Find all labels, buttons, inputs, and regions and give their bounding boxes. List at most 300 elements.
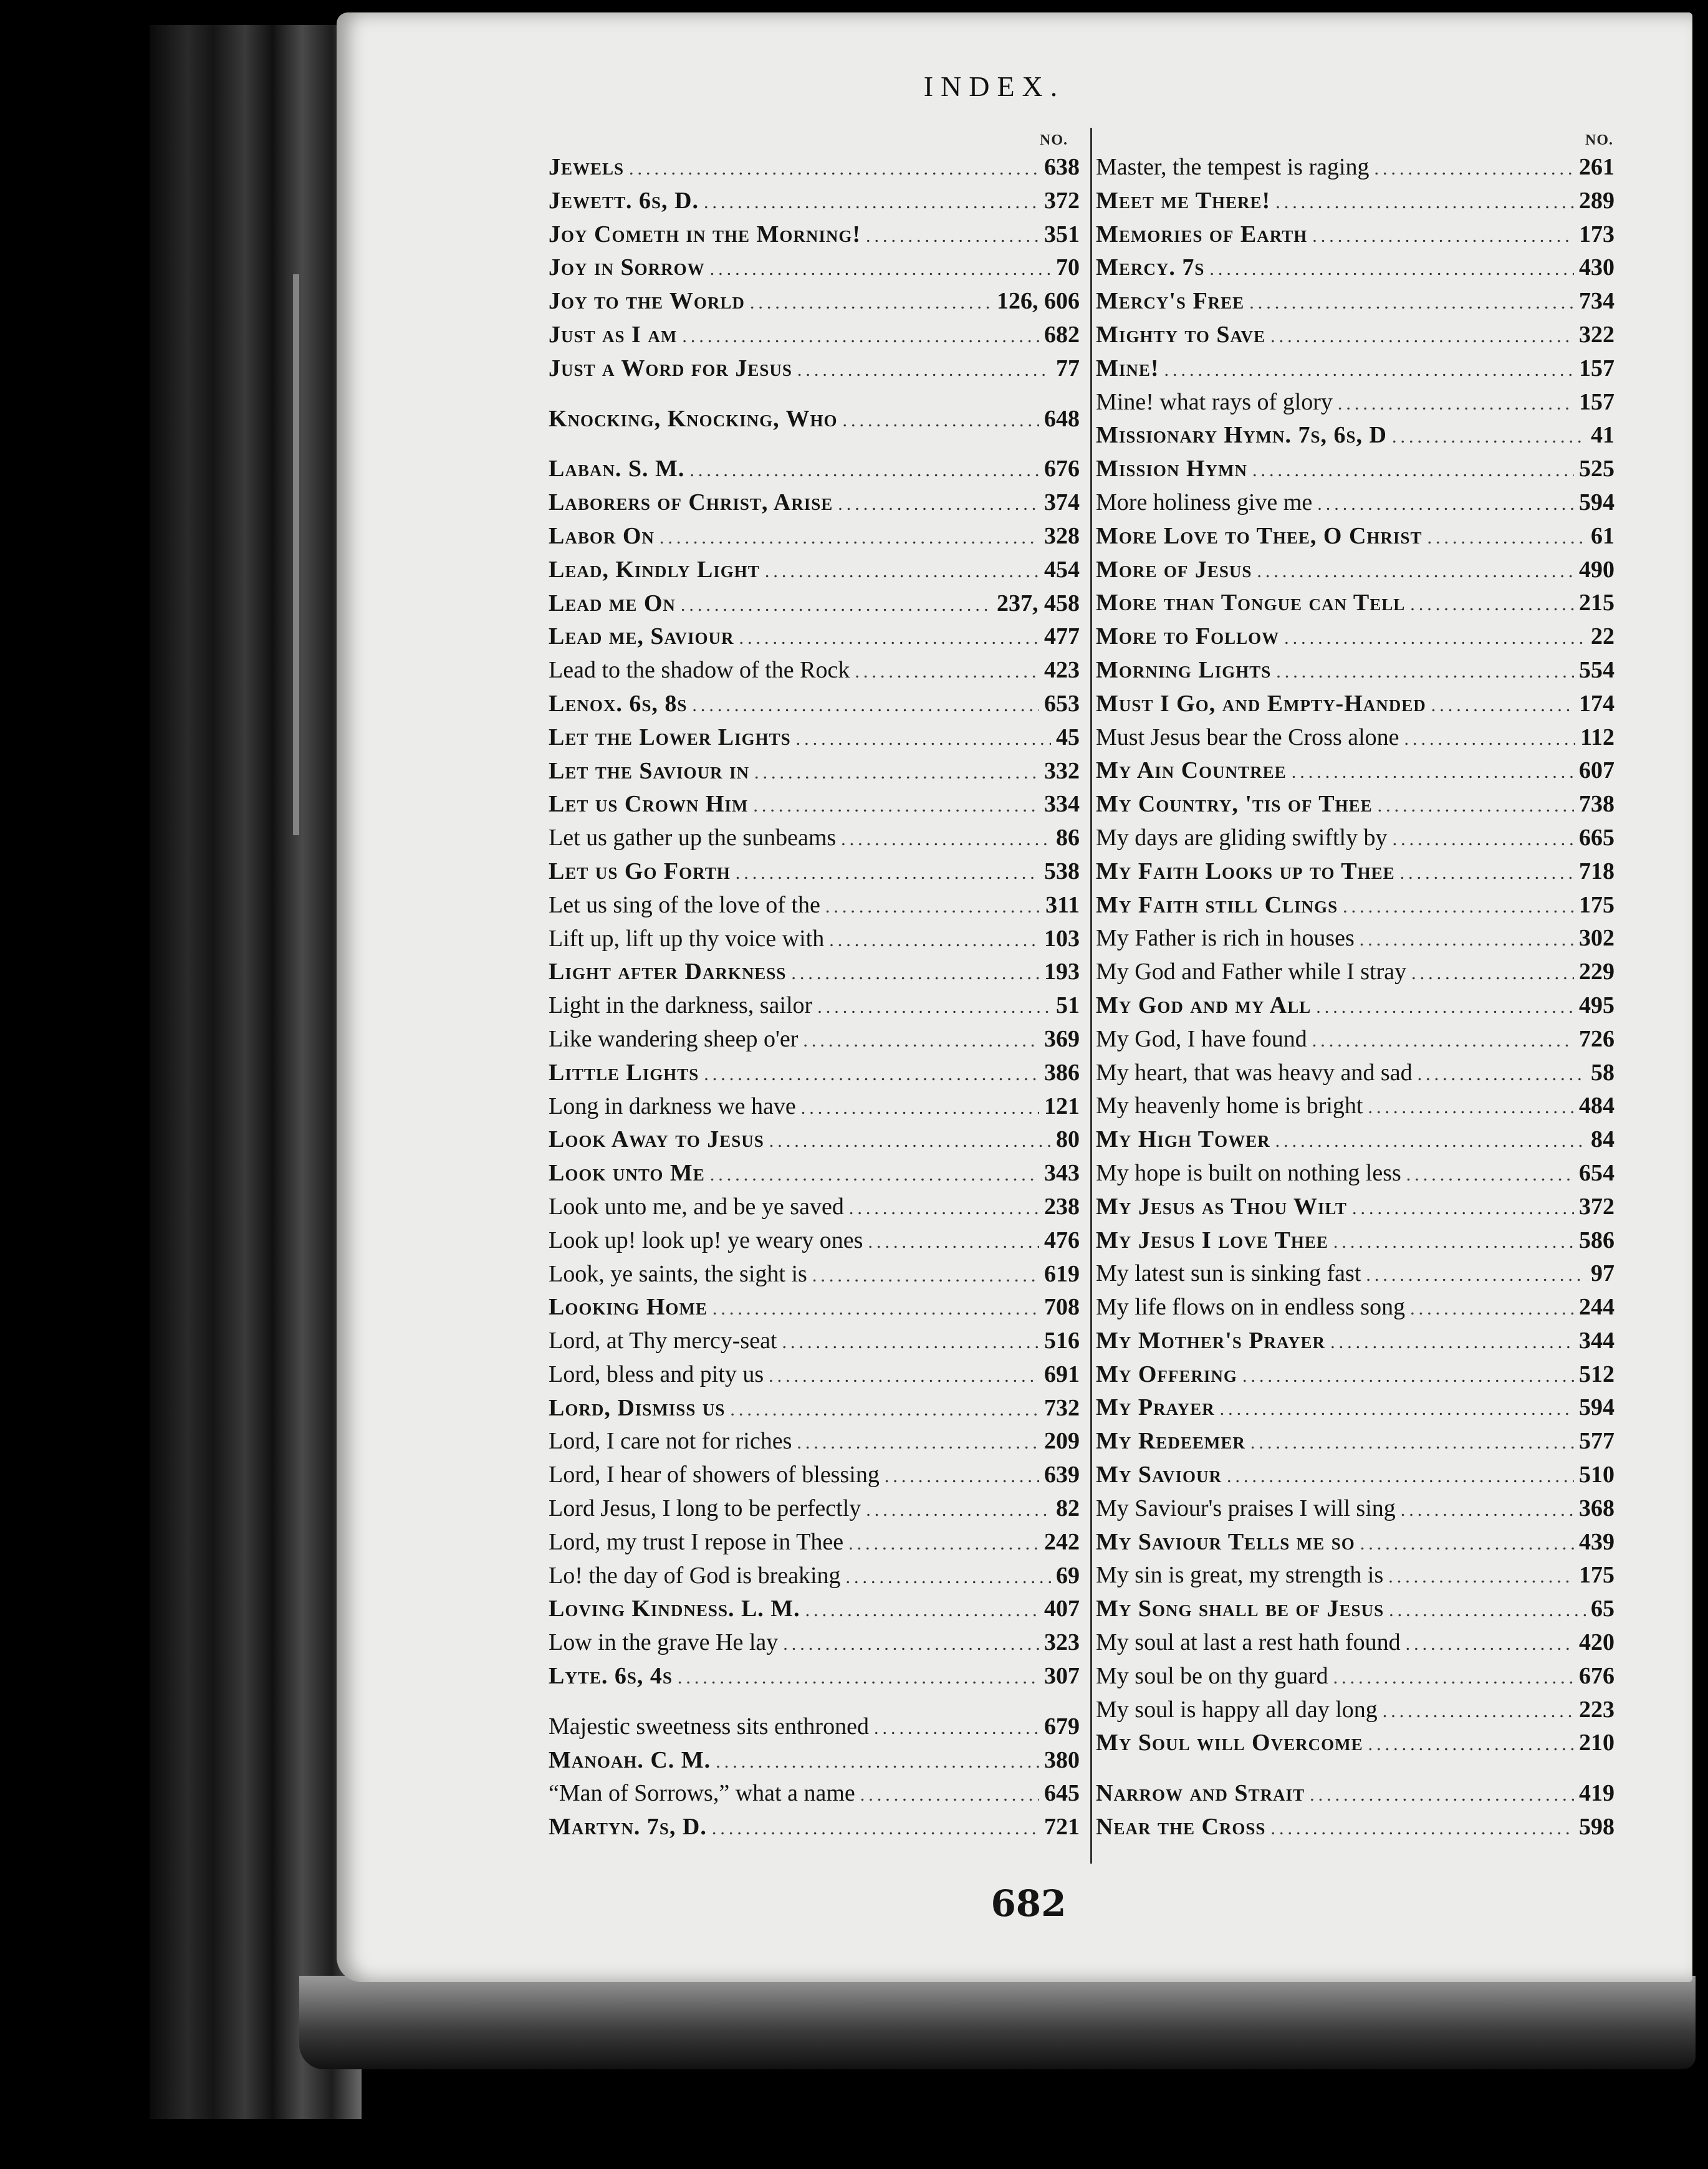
dot-leader (782, 1332, 1040, 1353)
index-entry (1096, 1729, 1614, 1763)
index-entry (1096, 421, 1614, 455)
index-entry (1096, 388, 1614, 422)
index-entry (549, 1227, 1080, 1260)
index-entry (1096, 1293, 1614, 1327)
index-entry (1096, 891, 1614, 925)
index-entry (1096, 992, 1614, 1025)
entry-number: 175 (1579, 891, 1614, 918)
entry-title: Lenox. 6s, 8s (549, 690, 688, 717)
dot-leader (1410, 1298, 1574, 1319)
entry-number: 594 (1579, 1394, 1614, 1421)
entry-number: 242 (1044, 1528, 1080, 1555)
index-entry (549, 254, 1080, 287)
dot-leader (710, 259, 1051, 280)
dot-leader (1316, 997, 1574, 1018)
entry-number: 289 (1579, 187, 1614, 214)
entry-title: Memories of Earth (1096, 221, 1308, 247)
dot-leader (829, 930, 1039, 951)
index-entry (1096, 287, 1614, 321)
dot-leader (1383, 1701, 1574, 1722)
dot-leader (868, 1232, 1039, 1253)
entry-number: 244 (1579, 1294, 1614, 1321)
dot-leader (1343, 896, 1574, 917)
entry-title: My heart, that was heavy and sad (1096, 1059, 1413, 1086)
entry-title: My Country, 'tis of Thee (1096, 791, 1373, 818)
entry-number: 121 (1044, 1093, 1080, 1119)
index-entry (549, 1427, 1080, 1461)
entry-title: My High Tower (1096, 1126, 1270, 1153)
entry-title: More to Follow (1096, 623, 1280, 650)
entry-title: My God and Father while I stray (1096, 959, 1407, 985)
entry-title: Let us gather up the sunbeams (549, 825, 837, 851)
entry-title: My days are gliding swiftly by (1096, 824, 1388, 851)
entry-number: 223 (1579, 1696, 1614, 1723)
entry-number: 334 (1044, 791, 1080, 818)
index-entry (549, 1361, 1080, 1394)
index-entry (549, 1662, 1080, 1696)
index-entry (1096, 589, 1614, 623)
dot-leader (841, 829, 1051, 850)
index-entry (549, 187, 1080, 221)
index-entry (549, 1713, 1080, 1746)
dot-leader (716, 1751, 1039, 1773)
entry-number: 322 (1579, 321, 1614, 348)
entry-number: 598 (1579, 1814, 1614, 1841)
index-entry (1096, 1092, 1614, 1126)
index-entry (549, 153, 1080, 187)
dot-leader (754, 762, 1039, 783)
entry-title: Missionary Hymn. 7s, 6s, D (1096, 422, 1387, 449)
index-entry (549, 1293, 1080, 1327)
dot-leader (750, 292, 992, 314)
entry-number: 374 (1044, 489, 1080, 516)
index-entry (549, 1193, 1080, 1227)
entry-number: 343 (1044, 1160, 1080, 1187)
entry-number: 490 (1579, 556, 1614, 583)
dot-leader (1250, 1432, 1574, 1453)
index-entry (549, 724, 1080, 757)
dot-leader (801, 1098, 1039, 1119)
entry-title: “Man of Sorrows,” what a name (549, 1780, 855, 1807)
dot-leader (1368, 1097, 1574, 1118)
entry-number: 732 (1044, 1394, 1080, 1421)
entry-title: Martyn. 7s, D. (549, 1814, 707, 1841)
dot-leader (874, 1718, 1039, 1739)
index-entry (549, 405, 1080, 439)
page-edge-bottom (299, 1976, 1696, 2069)
dot-leader (1276, 661, 1574, 682)
dot-leader (739, 628, 1039, 649)
entry-number: 215 (1579, 590, 1614, 616)
entry-number: 653 (1044, 690, 1080, 717)
entry-number: 484 (1579, 1093, 1614, 1119)
entry-title: Master, the tempest is raging (1096, 154, 1370, 180)
entry-number: 173 (1579, 221, 1614, 247)
index-entry (1096, 221, 1614, 254)
entry-number: 476 (1044, 1227, 1080, 1253)
entry-number: 538 (1044, 858, 1080, 884)
index-entry (1096, 924, 1614, 958)
index-entry (1096, 824, 1614, 858)
entry-title: My latest sun is sinking fast (1096, 1260, 1361, 1287)
entry-title: My Faith Looks up to Thee (1096, 858, 1395, 884)
entry-title: Look up! look up! ye weary ones (549, 1227, 863, 1253)
entry-number: 645 (1044, 1780, 1080, 1807)
entry-title: Mission Hymn (1096, 456, 1247, 482)
spine-wear-mark (293, 274, 299, 835)
entry-number: 323 (1044, 1629, 1080, 1656)
entry-number: 58 (1591, 1059, 1614, 1086)
index-entry (549, 1746, 1080, 1780)
dot-leader (1392, 426, 1586, 448)
entry-title: Let the Lower Lights (549, 724, 791, 750)
dot-leader (1275, 192, 1574, 213)
index-entry (549, 221, 1080, 254)
entry-title: Lord, my trust I repose in Thee (549, 1528, 844, 1555)
number-column-label-left: NO. (1040, 132, 1068, 148)
entry-title: Loving Kindness. L. M. (549, 1596, 800, 1622)
index-entry (549, 891, 1080, 925)
dot-leader (791, 963, 1039, 984)
entry-title: Long in darkness we have (549, 1093, 796, 1119)
dot-leader (704, 192, 1039, 213)
dot-leader (812, 1265, 1039, 1286)
dot-leader (1378, 795, 1574, 816)
dot-leader (1406, 1634, 1574, 1655)
entry-title: More holiness give me (1096, 489, 1313, 515)
index-entry (1096, 1461, 1614, 1495)
entry-number: 368 (1579, 1495, 1614, 1521)
dot-leader (860, 1784, 1039, 1806)
dot-leader (1330, 1332, 1574, 1353)
entry-title: Looking Home (549, 1294, 708, 1321)
entry-number: 648 (1044, 405, 1080, 432)
dot-leader (803, 1030, 1039, 1051)
dot-leader (1257, 561, 1574, 582)
entry-number: 328 (1044, 522, 1080, 549)
entry-number: 607 (1579, 757, 1614, 784)
dot-leader (846, 1567, 1051, 1588)
index-entry (1096, 455, 1614, 489)
entry-number: 175 (1579, 1562, 1614, 1589)
entry-title: Let us Go Forth (549, 858, 731, 884)
entry-number: 380 (1044, 1746, 1080, 1773)
dot-leader (1404, 729, 1576, 750)
entry-number: 654 (1579, 1159, 1614, 1186)
index-entry (549, 321, 1080, 355)
entry-title: Light after Darkness (549, 959, 787, 985)
index-entry (549, 1059, 1080, 1093)
dot-leader (1310, 1784, 1574, 1806)
entry-title: Must I Go, and Empty-Handed (1096, 690, 1426, 717)
entry-number: 525 (1579, 456, 1614, 482)
entry-number: 307 (1044, 1663, 1080, 1690)
entry-title: Look Away to Jesus (549, 1126, 764, 1153)
entry-number: 103 (1044, 925, 1080, 952)
dot-leader (629, 158, 1039, 180)
entry-title: Jewels (549, 154, 625, 180)
index-entry (549, 1126, 1080, 1159)
index-entry (1096, 1495, 1614, 1528)
entry-number: 22 (1591, 623, 1614, 650)
dot-leader (730, 1399, 1039, 1420)
entry-title: Laban. S. M. (549, 456, 685, 482)
index-entry (549, 1394, 1080, 1428)
index-entry (1096, 1662, 1614, 1696)
entry-title: Narrow and Strait (1096, 1780, 1305, 1807)
index-entry (1096, 321, 1614, 355)
dot-leader (817, 997, 1051, 1018)
index-entry (549, 355, 1080, 388)
index-entry (1096, 153, 1614, 187)
entry-title: Mine! what rays of glory (1096, 388, 1333, 415)
entry-number: 734 (1579, 288, 1614, 315)
dot-leader (1227, 1466, 1574, 1487)
entry-title: Morning Lights (1096, 656, 1272, 683)
index-entry (549, 1629, 1080, 1662)
entry-number: 516 (1044, 1328, 1080, 1354)
index-entry (549, 1813, 1080, 1847)
entry-title: Let us sing of the love of the (549, 891, 820, 918)
entry-number: 112 (1580, 724, 1614, 750)
entry-title: Near the Cross (1096, 1814, 1266, 1841)
dot-leader (712, 1298, 1039, 1319)
index-entry (1096, 187, 1614, 221)
entry-number: 69 (1056, 1562, 1080, 1589)
entry-number: 351 (1044, 221, 1080, 247)
entry-number: 676 (1579, 1662, 1614, 1689)
dot-leader (1410, 594, 1574, 615)
dot-leader (1312, 226, 1574, 247)
index-entry (1096, 623, 1614, 656)
index-entry (1096, 1595, 1614, 1629)
dot-leader (1209, 259, 1574, 280)
index-entry (1096, 724, 1614, 757)
dot-leader (797, 360, 1051, 381)
entry-title: My Jesus as Thou Wilt (1096, 1193, 1347, 1220)
entry-number: 80 (1056, 1126, 1080, 1153)
entry-title: My God and my All (1096, 992, 1312, 1018)
index-entry (549, 1327, 1080, 1361)
dot-leader (1312, 1030, 1574, 1051)
entry-number: 423 (1044, 657, 1080, 684)
index-entry (549, 1495, 1080, 1528)
index-entry (1096, 1327, 1614, 1361)
entry-number: 372 (1044, 187, 1080, 214)
dot-leader (1333, 1667, 1574, 1688)
entry-number: 676 (1044, 456, 1080, 482)
index-entry (1096, 1394, 1614, 1427)
entry-title: My Faith still Clings (1096, 891, 1338, 918)
dot-leader (1338, 393, 1574, 414)
dot-leader (769, 1366, 1039, 1387)
index-entry (1096, 355, 1614, 388)
index-entry (549, 1461, 1080, 1495)
entry-number: 261 (1579, 154, 1614, 180)
index-entry (549, 1093, 1080, 1126)
index-entry (1096, 489, 1614, 522)
entry-title: My Saviour's praises I will sing (1096, 1495, 1396, 1521)
index-entry (549, 1528, 1080, 1562)
dot-leader (692, 695, 1039, 716)
entry-title: Like wandering sheep o'er (549, 1025, 799, 1052)
entry-number: 679 (1044, 1713, 1080, 1740)
entry-title: Let us Crown Him (549, 791, 749, 818)
dot-leader (689, 460, 1039, 481)
index-entry (549, 287, 1080, 321)
entry-title: My Prayer (1096, 1394, 1215, 1421)
entry-number: 419 (1579, 1780, 1614, 1807)
dot-leader (1317, 494, 1574, 515)
dot-leader (1275, 1131, 1586, 1152)
dot-leader (1333, 1232, 1574, 1253)
dot-leader (842, 410, 1039, 431)
entry-title: My Ain Countree (1096, 757, 1287, 784)
entry-number: 708 (1044, 1294, 1080, 1321)
index-entry (1096, 1813, 1614, 1847)
index-entry (549, 992, 1080, 1025)
number-column-label-right: NO. (1585, 132, 1613, 148)
dot-leader (736, 863, 1039, 884)
entry-title: Lord, I hear of showers of blessing (549, 1462, 880, 1488)
page-title: INDEX. (923, 70, 1065, 102)
entry-number: 718 (1579, 858, 1614, 884)
entry-title: My Saviour Tells me so (1096, 1528, 1355, 1555)
index-entry (1096, 556, 1614, 590)
entry-number: 157 (1579, 388, 1614, 415)
entry-title: Low in the grave He lay (549, 1629, 779, 1656)
index-entry (1096, 1427, 1614, 1461)
dot-leader (885, 1466, 1039, 1487)
entry-number: 594 (1579, 489, 1614, 515)
entry-title: More of Jesus (1096, 556, 1252, 583)
entry-title: My soul is happy all day long (1096, 1696, 1378, 1723)
index-entry (549, 757, 1080, 791)
entry-title: Let the Saviour in (549, 757, 750, 784)
index-column-right (1096, 153, 1614, 1847)
entry-number: 174 (1579, 690, 1614, 717)
entry-number: 302 (1579, 925, 1614, 952)
dot-leader (1388, 1566, 1574, 1587)
entry-number: 126, 606 (997, 288, 1080, 315)
dot-leader (712, 1818, 1039, 1839)
entry-number: 512 (1579, 1361, 1614, 1387)
entry-number: 45 (1056, 724, 1080, 750)
index-entry (549, 489, 1080, 522)
entry-title: Meet me There! (1096, 187, 1271, 214)
entry-title: Lord, at Thy mercy-seat (549, 1328, 777, 1354)
entry-number: 344 (1579, 1327, 1614, 1354)
dot-leader (849, 1198, 1039, 1219)
index-entry (1096, 1193, 1614, 1227)
index-entry (1096, 757, 1614, 790)
entry-title: Joy Cometh in the Morning! (549, 221, 861, 247)
dot-leader (1406, 1164, 1574, 1185)
dot-leader (1220, 1399, 1574, 1420)
entry-title: Mercy's Free (1096, 288, 1245, 315)
index-entry (1096, 1561, 1614, 1595)
index-entry (549, 958, 1080, 992)
entry-number: 619 (1044, 1260, 1080, 1287)
index-entry (1096, 254, 1614, 287)
entry-title: Lord, I care not for riches (549, 1428, 792, 1455)
entry-number: 682 (1044, 321, 1080, 348)
index-entry (1096, 1025, 1614, 1059)
index-entry (549, 1025, 1080, 1059)
dot-leader (678, 1667, 1039, 1688)
entry-number: 407 (1044, 1596, 1080, 1622)
dot-leader (1431, 695, 1574, 716)
index-entry (549, 790, 1080, 824)
dot-leader (1360, 929, 1574, 950)
dot-leader (681, 595, 992, 616)
entry-title: Mighty to Save (1096, 321, 1266, 348)
dot-leader (866, 226, 1039, 247)
entry-number: 439 (1579, 1528, 1614, 1555)
index-entry (1096, 958, 1614, 992)
page-number: 682 (991, 1882, 1067, 1925)
entry-number: 454 (1044, 556, 1080, 583)
index-entry (1096, 1779, 1614, 1813)
entry-number: 61 (1591, 522, 1614, 549)
entry-title: My life flows on in endless song (1096, 1294, 1406, 1321)
dot-leader (1400, 863, 1574, 884)
entry-number: 386 (1044, 1059, 1080, 1086)
index-entry (1096, 1059, 1614, 1093)
dot-leader (1164, 360, 1574, 381)
entry-title: Just as I am (549, 321, 678, 348)
index-entry (1096, 1260, 1614, 1293)
dot-leader (765, 561, 1039, 582)
entry-number: 41 (1591, 422, 1614, 449)
index-entry (549, 1779, 1080, 1813)
entry-title: Lord Jesus, I long to be perfectly (549, 1495, 861, 1522)
index-entry (549, 556, 1080, 590)
index-entry (1096, 1227, 1614, 1260)
dot-leader (855, 661, 1039, 682)
entry-title: Lord, Dismiss us (549, 1394, 726, 1421)
dot-leader (1375, 158, 1574, 180)
entry-title: Majestic sweetness sits enthroned (549, 1713, 869, 1740)
entry-number: 51 (1056, 992, 1080, 1019)
index-entry (549, 1595, 1080, 1629)
dot-leader (1352, 1198, 1574, 1219)
index-entry (549, 1562, 1080, 1596)
dot-leader (825, 896, 1040, 917)
entry-title: Lord, bless and pity us (549, 1361, 764, 1387)
dot-leader (838, 494, 1039, 515)
dot-leader (660, 527, 1039, 548)
entry-number: 577 (1579, 1428, 1614, 1455)
entry-number: 82 (1056, 1495, 1080, 1522)
dot-leader (1411, 963, 1574, 984)
entry-number: 430 (1579, 254, 1614, 281)
entry-number: 639 (1044, 1462, 1080, 1488)
index-entry (549, 623, 1080, 656)
index-entry (549, 590, 1080, 623)
entry-title: Just a Word for Jesus (549, 355, 792, 381)
entry-number: 586 (1579, 1227, 1614, 1253)
entry-title: My Father is rich in houses (1096, 925, 1355, 952)
index-entry (1096, 1361, 1614, 1394)
index-entry (549, 690, 1080, 724)
entry-number: 193 (1044, 959, 1080, 985)
dot-leader (805, 1600, 1039, 1621)
dot-leader (848, 1533, 1039, 1554)
entry-number: 554 (1579, 656, 1614, 683)
dot-leader (1252, 460, 1574, 481)
entry-title: Mine! (1096, 355, 1159, 381)
